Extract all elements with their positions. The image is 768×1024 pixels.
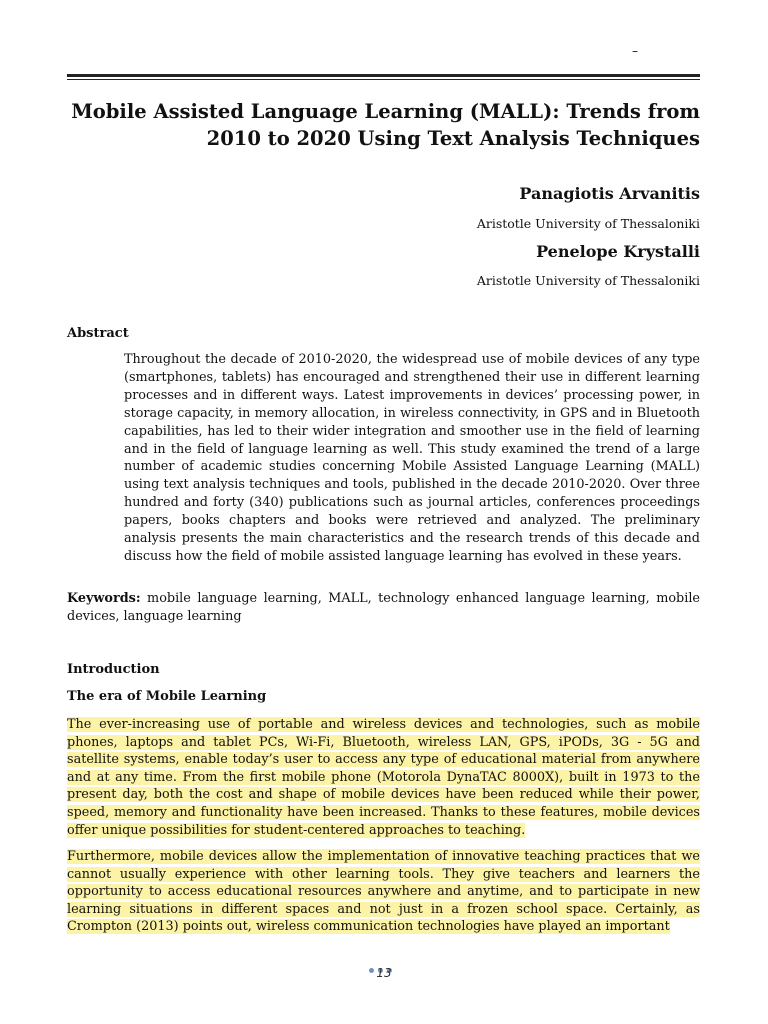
abstract-heading: Abstract — [67, 326, 129, 341]
running-header-dash: – — [632, 44, 638, 58]
page-dots-ornament — [369, 958, 399, 966]
paper-title-line-2: 2010 to 2020 Using Text Analysis Techniques — [206, 127, 700, 150]
author-name-1: Panagiotis Arvanitis — [519, 184, 700, 203]
author-name-2: Penelope Krystalli — [536, 242, 700, 261]
paper-title-line-1: Mobile Assisted Language Learning (MALL): Trends from — [71, 100, 700, 123]
intro-paragraph-2 — [67, 848, 700, 936]
page-number: 13 — [376, 966, 392, 980]
intro-paragraph-1 — [67, 716, 700, 839]
header-rule-thin — [67, 79, 700, 80]
introduction-heading: Introduction — [67, 662, 160, 677]
author-affiliation-2: Aristotle University of Thessaloniki — [476, 273, 700, 288]
header-rule — [67, 74, 700, 77]
keywords-label: Keywords: — [67, 591, 141, 606]
paper-title — [67, 98, 700, 152]
highlighted-text: The ever-increasing use of portable and wireless devices and technologies, such as mobile phones, laptops and tablet PCs, Wi-Fi, Bluetooth, wireless LAN, GPS, iPODs, 3G - 5G and satellite systems, enable today’s user to access any type of educational material from anywhere and at any time. From the first mobile phone (Motorola DynaTAC 8000X), built in 1973 to the present day, both the cost and shape of mobile devices have been reduced while their power, speed, memory and functionality have been increased. Thanks to these features, mobile devices offer unique possibilities for student-centered approaches to teaching. — [67, 717, 700, 838]
abstract-body: Throughout the decade of 2010-2020, the widespread use of mobile devices of any type (smartphones, tablets) has encouraged and strengthened their use in different learning processes and in different ways. Latest improvements in devices’ processing power, in storage capacity, in memory allocation, in wireless connectivity, in GPS and in Bluetooth capabilities, has led to their wider integration and smoother use in the field of learning and in the field of language learning as well. This study examined the trend of a large number of academic studies concerning Mobile Assisted Language Learning (MALL) using text analysis techniques and tools, published in the decade 2010-2020. Over three hundred and forty (340) publications such as journal articles, conferences proceedings papers, books chapters and books were retrieved and analyzed. The preliminary analysis presents the main characteristics and the research trends of this decade and discuss how the field of mobile assisted language learning has evolved in these years. — [124, 352, 700, 564]
author-affiliation-1: Aristotle University of Thessaloniki — [476, 216, 700, 231]
keywords — [67, 590, 700, 626]
keywords-text: mobile language learning, MALL, technology enhanced language learning, mobile devices, language learning — [67, 591, 700, 624]
subsection-heading: The era of Mobile Learning — [67, 689, 267, 704]
highlighted-text: Furthermore, mobile devices allow the implementation of innovative teaching practices that we cannot usually experience with other learning tools. They give teachers and learners the opportunity to access educational resources anywhere and anytime, and to participate in new learning situations in different spaces and not just in a frozen school space. Certainly, as Crompton (2013) points out, wireless communication technologies have played an important — [67, 849, 700, 935]
